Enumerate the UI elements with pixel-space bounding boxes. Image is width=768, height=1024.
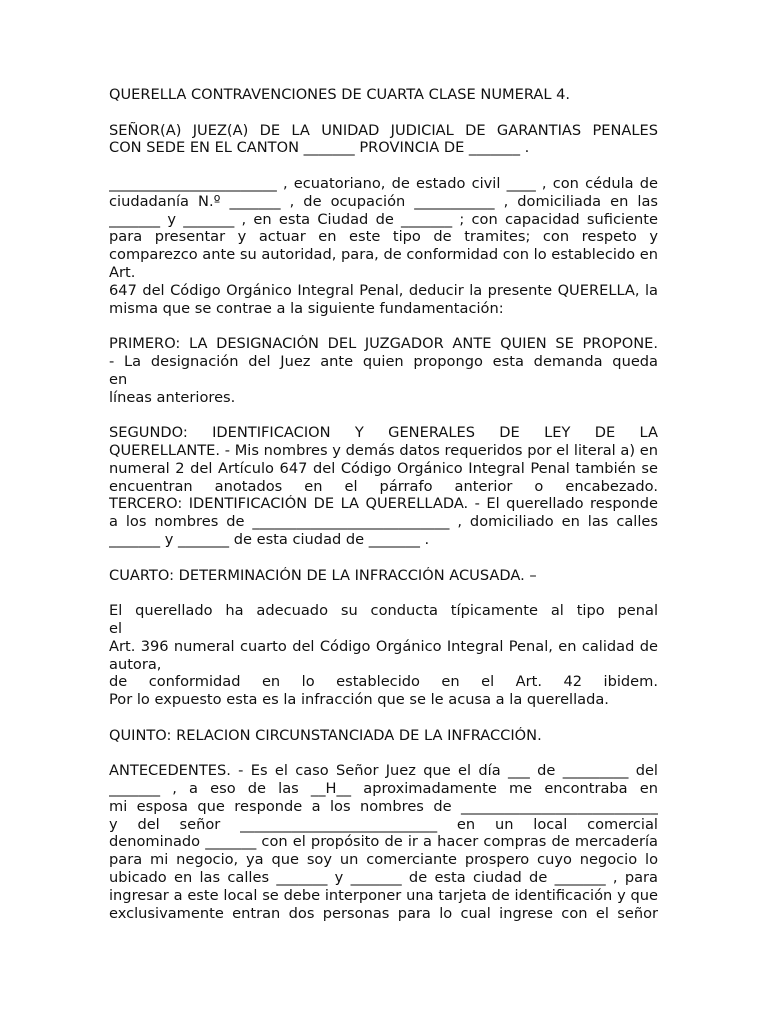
text-line: Art.	[109, 263, 136, 281]
paragraph-gap	[109, 317, 658, 335]
text-line: y del señor ___________________________ en un local comercial	[109, 815, 658, 833]
text-line: _______ y _______ , en esta Ciudad de _______ ; con capacidad suficiente	[109, 210, 658, 228]
text-line: Art. 396 numeral cuarto del Código Orgánico Integral Penal, en calidad de	[109, 637, 658, 655]
text-line: mi esposa que responde a los nombres de ___________________________	[109, 797, 658, 815]
document-page	[109, 86, 658, 922]
text-line: para presentar y actuar en este tipo de tramites; con respeto y	[109, 228, 658, 246]
text-line: CUARTO: DETERMINACIÓN DE LA INFRACCIÓN ACUSADA. –	[109, 566, 537, 584]
text-line: SEGUNDO: IDENTIFICACION Y GENERALES DE LEY DE LA	[109, 424, 658, 442]
text-line: _______________________ , ecuatoriano, de estado civil ____ , con cédula de	[109, 174, 658, 192]
text-line: - La designación del Juez ante quien propongo esta demanda queda	[109, 352, 658, 370]
text-line: numeral 2 del Artículo 647 del Código Orgánico Integral Penal también se	[109, 459, 658, 477]
text-line: denominado _______ con el propósito de ir a hacer compras de mercadería	[109, 833, 658, 851]
text-line: _______ y _______ de esta ciudad de _______ .	[109, 530, 430, 548]
text-line: de conformidad en lo establecido en el Art. 42 ibidem.	[109, 673, 658, 691]
text-line: SEÑOR(A) JUEZ(A) DE LA UNIDAD JUDICIAL DE GARANTIAS PENALES	[109, 121, 658, 139]
text-line: líneas anteriores.	[109, 388, 236, 406]
text-line: a los nombres de ___________________________ , domiciliado en las calles	[109, 513, 658, 531]
text-line: QUERELLANTE. - Mis nombres y demás datos requeridos por el literal a) en	[109, 441, 658, 459]
text-line: El querellado ha adecuado su conducta típicamente al tipo penal	[109, 602, 658, 620]
text-line: ingresar a este local se debe interponer una tarjeta de identificación y que	[109, 886, 658, 904]
text-line: para mi negocio, ya que soy un comerciante prospero cuyo negocio lo	[109, 851, 658, 869]
paragraph-gap	[109, 744, 658, 762]
text-line: CON SEDE EN EL CANTON _______ PROVINCIA DE _______ .	[109, 139, 530, 157]
text-line: ANTECEDENTES. - Es el caso Señor Juez que el día ___ de _________ del	[109, 762, 658, 780]
text-line: ciudadanía N.º _______ , de ocupación ___________ , domiciliada en las	[109, 192, 658, 210]
text-line: el	[109, 619, 123, 637]
text-line: _______ , a eso de las __H__ aproximadamente me encontraba en	[109, 780, 658, 798]
text-line: PRIMERO: LA DESIGNACIÓN DEL JUZGADOR ANTE QUIEN SE PROPONE.	[109, 335, 658, 353]
paragraph-gap	[109, 104, 658, 122]
text-line: comparezco ante su autoridad, para, de conformidad con lo establecido en	[109, 246, 658, 264]
text-line: ubicado en las calles _______ y _______ de esta ciudad de _______ , para	[109, 869, 658, 887]
paragraph-gap	[109, 584, 658, 602]
text-line: QUERELLA CONTRAVENCIONES DE CUARTA CLASE NUMERAL 4.	[109, 86, 571, 103]
text-line: 647 del Código Orgánico Integral Penal, deducir la presente QUERELLA, la	[109, 281, 658, 299]
text-line: Por lo expuesto esta es la infracción que se le acusa a la querellada.	[109, 691, 609, 709]
paragraph-gap	[109, 157, 658, 175]
text-line: autora,	[109, 655, 162, 673]
text-line: QUINTO: RELACION CIRCUNSTANCIADA DE LA INFRACCIÓN.	[109, 726, 542, 744]
text-line: encuentran anotados en el párrafo anterior o encabezado.	[109, 477, 658, 495]
paragraph-gap	[109, 709, 658, 727]
text-line: misma que se contrae a la siguiente fundamentación:	[109, 299, 504, 317]
text-line: en	[109, 370, 128, 388]
paragraph-gap	[109, 406, 658, 424]
text-line: TERCERO: IDENTIFICACIÓN DE LA QUERELLADA. - El querellado responde	[109, 495, 658, 513]
paragraph-gap	[109, 549, 658, 567]
text-line: exclusivamente entran dos personas para lo cual ingrese con el señor	[109, 904, 658, 922]
